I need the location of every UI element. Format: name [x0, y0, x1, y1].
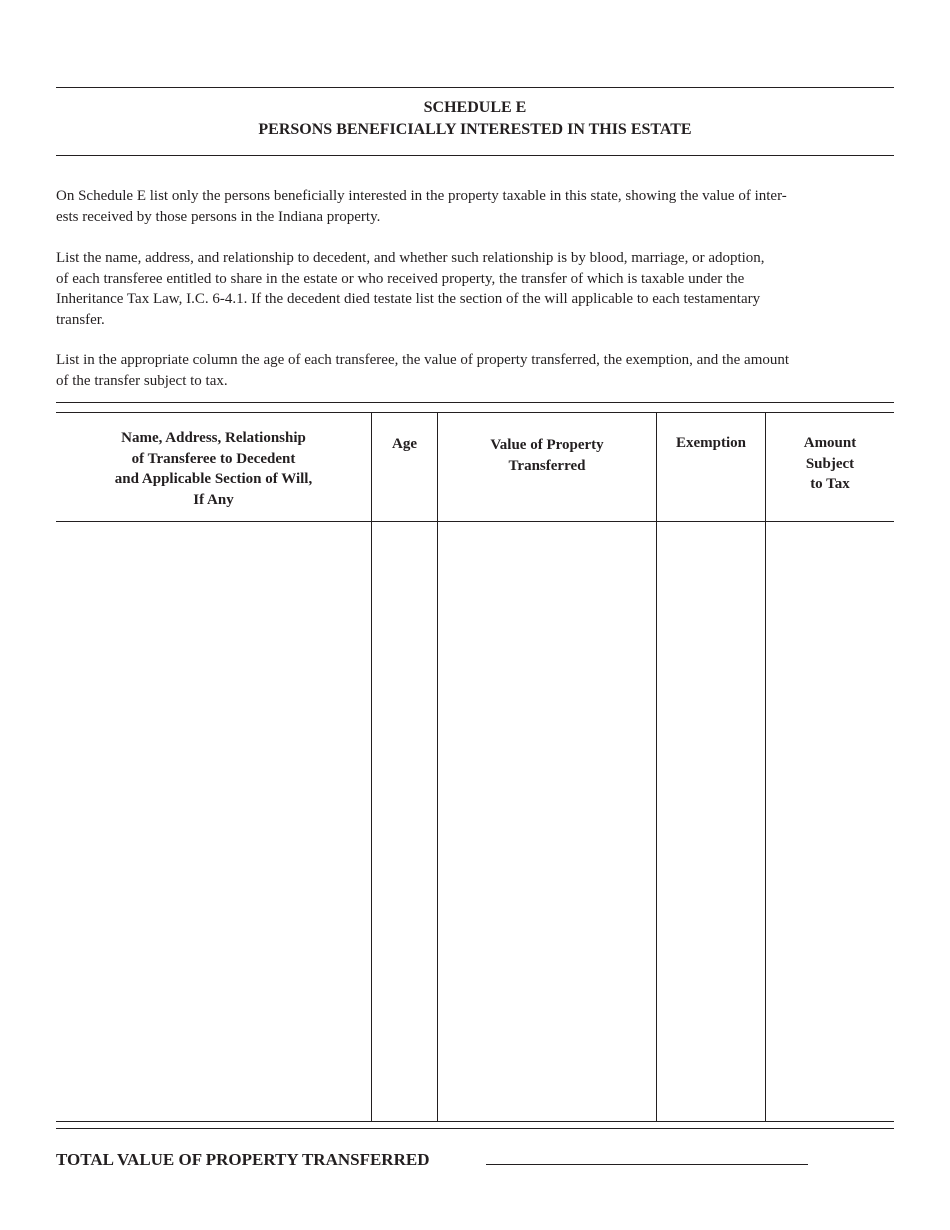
paragraph-line: Inheritance Tax Law, I.C. 6-4.1. If the decedent died testate list the section of the will applicable to each testamentary: [56, 291, 761, 307]
column-header-age: [372, 434, 437, 455]
header-line: and Applicable Section of Will,: [114, 471, 313, 487]
paragraph-line: ests received by those persons in the Indiana property.: [56, 208, 381, 225]
header-line: If Any: [193, 491, 234, 508]
name-entry-area[interactable]: [56, 522, 370, 1120]
table-bottom-rule-outer: [56, 1128, 894, 1129]
column-header-value: [438, 435, 656, 476]
age-entry-area[interactable]: [372, 522, 436, 1120]
paragraph-line: transfer.: [56, 311, 105, 328]
header-line: Subject: [805, 455, 855, 472]
paragraph-line: of the transfer subject to tax.: [56, 372, 228, 389]
column-header-exemption: [657, 433, 765, 454]
header-line: of Transferee to Decedent: [131, 450, 296, 467]
table-top-rule-inner: [56, 412, 894, 413]
header-line: Age: [392, 436, 417, 452]
amount-entry-area[interactable]: [766, 522, 894, 1120]
page-title: [56, 97, 894, 141]
header-line: Name, Address, Relationship: [121, 430, 306, 446]
header-line: to Tax: [810, 476, 850, 492]
total-value-label: TOTAL VALUE OF PROPERTY TRANSFERRED: [56, 1150, 430, 1169]
title-bottom-rule: [56, 155, 894, 156]
paragraph-line: of each transferee entitled to share in the estate or who received property, the transfer of which is taxable under the: [56, 270, 745, 287]
header-line: Value of Property: [490, 437, 604, 453]
schedule-title: PERSONS BENEFICIALLY INTERESTED IN THIS ESTATE: [258, 121, 692, 138]
paragraph-line: On Schedule E list only the persons beneficially interested in the property taxable in this state, showing the value of inter-: [56, 188, 787, 204]
exemption-entry-area[interactable]: [657, 522, 764, 1120]
table-top-rule: [56, 402, 894, 403]
column-header-name: [56, 428, 371, 510]
top-rule: [56, 87, 894, 88]
header-line: Transferred: [508, 457, 586, 474]
column-header-amount: [766, 433, 894, 495]
value-entry-area[interactable]: [438, 522, 655, 1120]
instructions-paragraph-2: [56, 248, 898, 330]
total-value-field[interactable]: [486, 1164, 808, 1165]
instructions-paragraph-3: [56, 350, 898, 391]
instructions-paragraph-1: [56, 186, 898, 227]
paragraph-line: List in the appropriate column the age of each transferee, the value of property transferred, the exemption, and the amount: [56, 352, 790, 368]
header-line: Exemption: [675, 435, 746, 451]
paragraph-line: List the name, address, and relationship to decedent, and whether such relationship is by blood, marriage, or adoption,: [56, 250, 765, 266]
schedule-label: SCHEDULE E: [423, 99, 527, 116]
table-bottom-rule: [56, 1121, 894, 1122]
header-line: Amount: [803, 435, 857, 451]
